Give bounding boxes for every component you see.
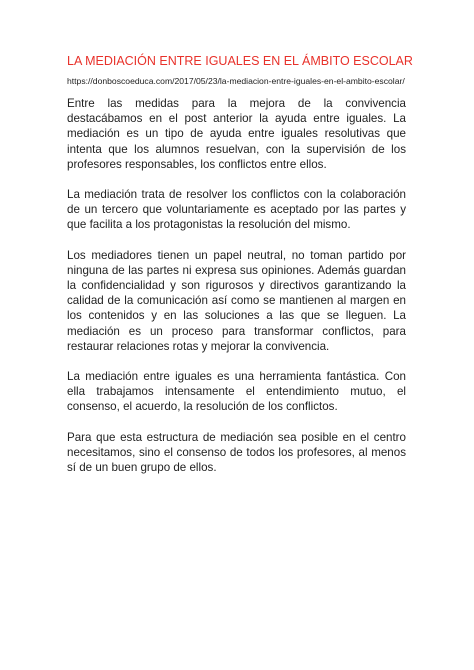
document-title: LA MEDIACIÓN ENTRE IGUALES EN EL ÁMBITO ESCOLAR xyxy=(67,54,413,68)
document-body xyxy=(67,96,406,490)
paragraph-1: Entre las medidas para la mejora de la convivencia destacábamos en el post anterior la ayuda entre iguales. La mediación es un tipo de ayuda entre iguales resolutivas que intenta que los alumnos resuelvan, con la supervisión de los profesores responsables, los conflictos entre ellos. xyxy=(67,97,406,171)
paragraph-5: Para que esta estructura de mediación sea posible en el centro necesitamos, sino el consenso de todos los profesores, al menos sí de un buen grupo de ellos. xyxy=(67,430,406,475)
paragraph-2: La mediación trata de resolver los conflictos con la colaboración de un tercero que voluntariamente es aceptado por las partes y que facilita a los protagonistas la resolución del mismo. xyxy=(67,188,406,232)
source-url: https://donboscoeduca.com/2017/05/23/la-mediacion-entre-iguales-en-el-ambito-escolar/ xyxy=(67,76,405,86)
paragraph-3: Los mediadores tienen un papel neutral, no toman partido por ninguna de las partes ni expresa sus opiniones. Además guardan la confidencialidad y son rigurosos y directivos garantizando la calidad de la comunicación así como se mantienen al margen en los contenidos y en las soluciones a las que se lleguen. La mediación es un proceso para transformar conflictos, para restaurar relaciones rotas y mejorar la convivencia. xyxy=(67,248,406,353)
paragraph-4: La mediación entre iguales es una herramienta fantástica. Con ella trabajamos intensamente el entendimiento mutuo, el consenso, el acuerdo, la resolución de los conflictos. xyxy=(67,370,406,414)
